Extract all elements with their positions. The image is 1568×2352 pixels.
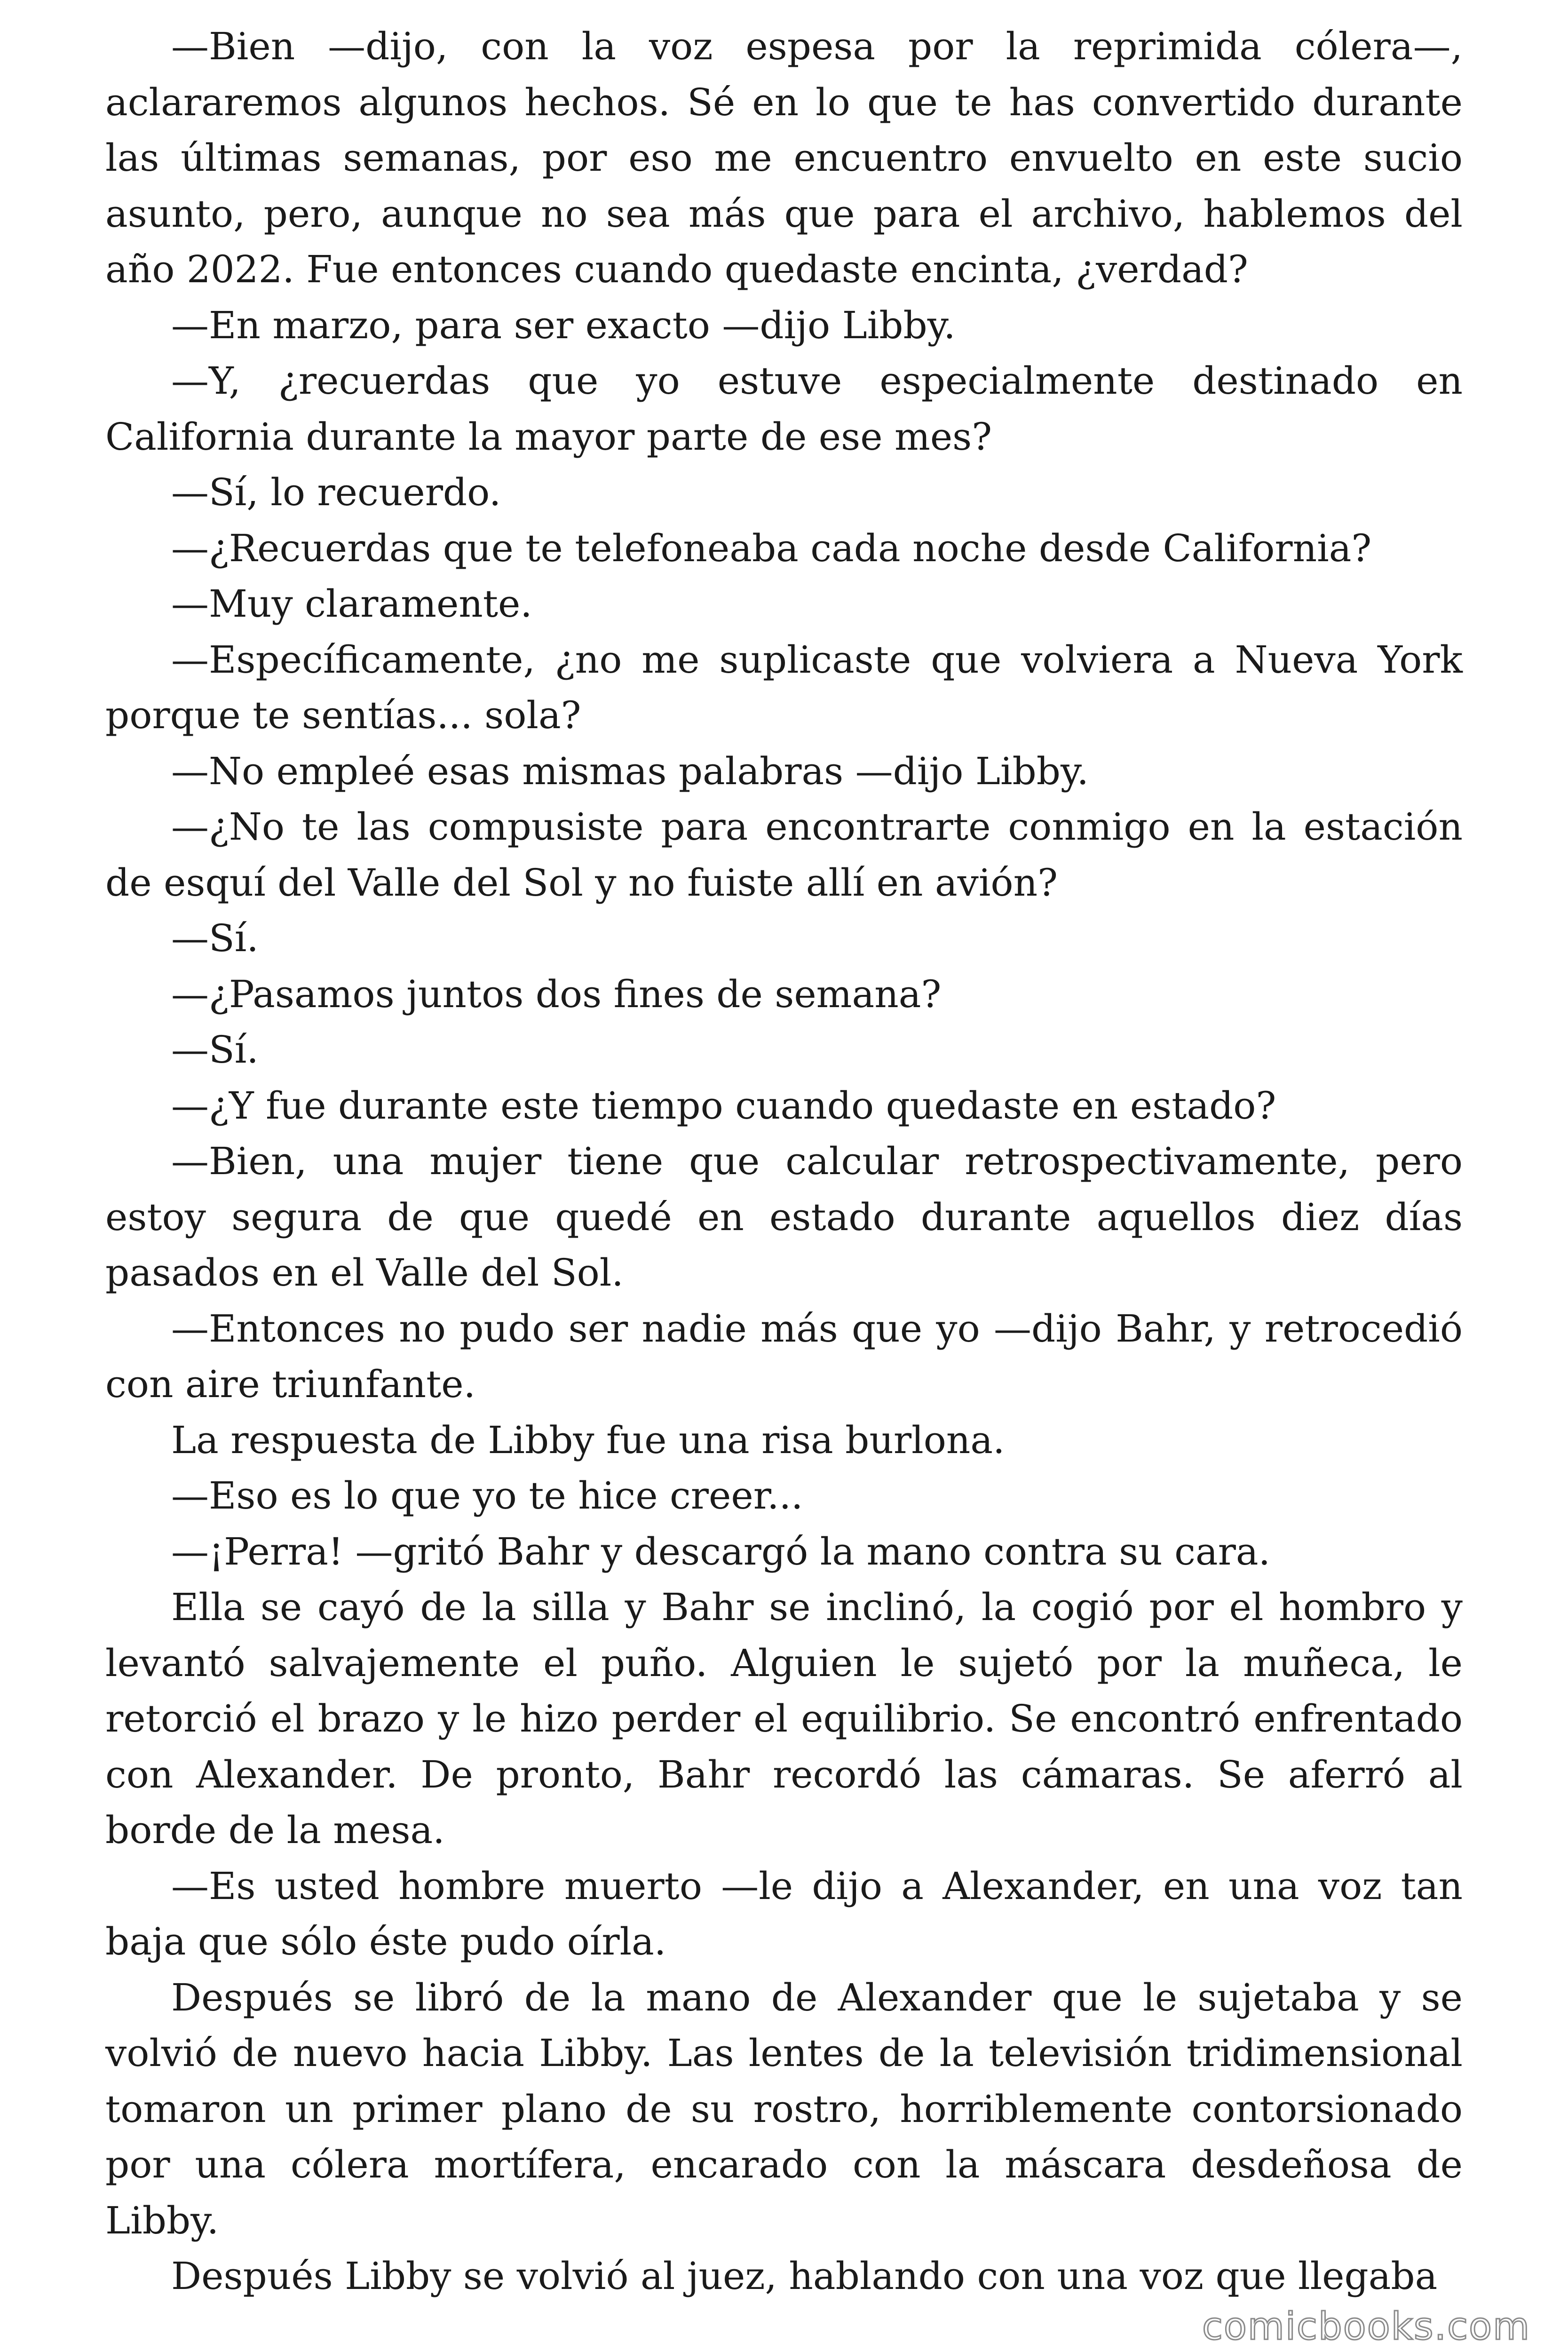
paragraph-15: —Entonces no pudo ser nadie más que yo —dijo Bahr, y retrocedió con aire triunfante. — [105, 1306, 1463, 1406]
paragraph-19: Ella se cayó de la silla y Bahr se inclinó, la cogió por el hombro y levantó salvajemente el puño. Alguien le sujetó por la muñeca, le retorció el brazo y le hizo perder el equilibrio. Se encontró enfrentado con Alexander. De pronto, Bahr recordó las cámaras. Se aferró al borde de la mesa. — [105, 1585, 1463, 1852]
paragraph-14: —Bien, una mujer tiene que calcular retrospectivamente, pero estoy segura de que quedé en estado durante aquellos diez días pasados en el Valle del Sol. — [105, 1139, 1463, 1295]
paragraph-16: La respuesta de Libby fue una risa burlona. — [171, 1418, 1005, 1462]
paragraph-4: —Sí, lo recuerdo. — [171, 470, 501, 514]
page-text — [105, 19, 1463, 2304]
paragraph-20: —Es usted hombre muerto —le dijo a Alexander, en una voz tan baja que sólo éste pudo oírla. — [105, 1864, 1463, 1963]
paragraph-10: —Sí. — [171, 916, 259, 960]
paragraph-17: —Eso es lo que yo te hice creer... — [171, 1474, 803, 1518]
paragraph-2: —En marzo, para ser exacto —dijo Libby. — [171, 303, 956, 347]
paragraph-12: —Sí. — [171, 1028, 259, 1072]
paragraph-7: —Específicamente, ¿no me suplicaste que volviera a Nueva York porque te sentías... sola? — [105, 637, 1463, 737]
paragraph-6: —Muy claramente. — [171, 582, 532, 626]
paragraph-8: —No empleé esas mismas palabras —dijo Libby. — [171, 749, 1089, 793]
paragraph-9: —¿No te las compusiste para encontrarte conmigo en la estación de esquí del Valle del Sol y no fuiste allí en avión? — [105, 805, 1463, 905]
paragraph-5: —¿Recuerdas que te telefoneaba cada noche desde California? — [171, 526, 1372, 570]
paragraph-3: —Y, ¿recuerdas que yo estuve especialmente destinado en California durante la mayor parte de ese mes? — [105, 359, 1463, 459]
paragraph-1: —Bien —dijo, con la voz espesa por la reprimida cólera—, aclararemos algunos hechos. Sé en lo que te has convertido durante las últimas semanas, por eso me encuentro envuelto en este sucio asunto, pero, aunque no sea más que para el archivo, hablemos del año 2022. Fue entonces cuando quedaste encinta, ¿verdad? — [105, 24, 1463, 291]
paragraph-11: —¿Pasamos juntos dos fines de semana? — [171, 972, 942, 1016]
paragraph-18: —¡Perra! —gritó Bahr y descargó la mano contra su cara. — [171, 1529, 1270, 1573]
paragraph-21: Después se libró de la mano de Alexander que le sujetaba y se volvió de nuevo hacia Libby. Las lentes de la televisión tridimensional tomaron un primer plano de su rostro, horriblemente contorsionado por una cólera mortífera, encarado con la máscara desdeñosa de Libby. — [105, 1975, 1463, 2242]
paragraph-22: Después Libby se volvió al juez, hablando con una voz que llegaba — [171, 2254, 1438, 2298]
watermark: comicbooks.com — [1202, 2304, 1530, 2348]
paragraph-13: —¿Y fue durante este tiempo cuando quedaste en estado? — [171, 1083, 1276, 1128]
